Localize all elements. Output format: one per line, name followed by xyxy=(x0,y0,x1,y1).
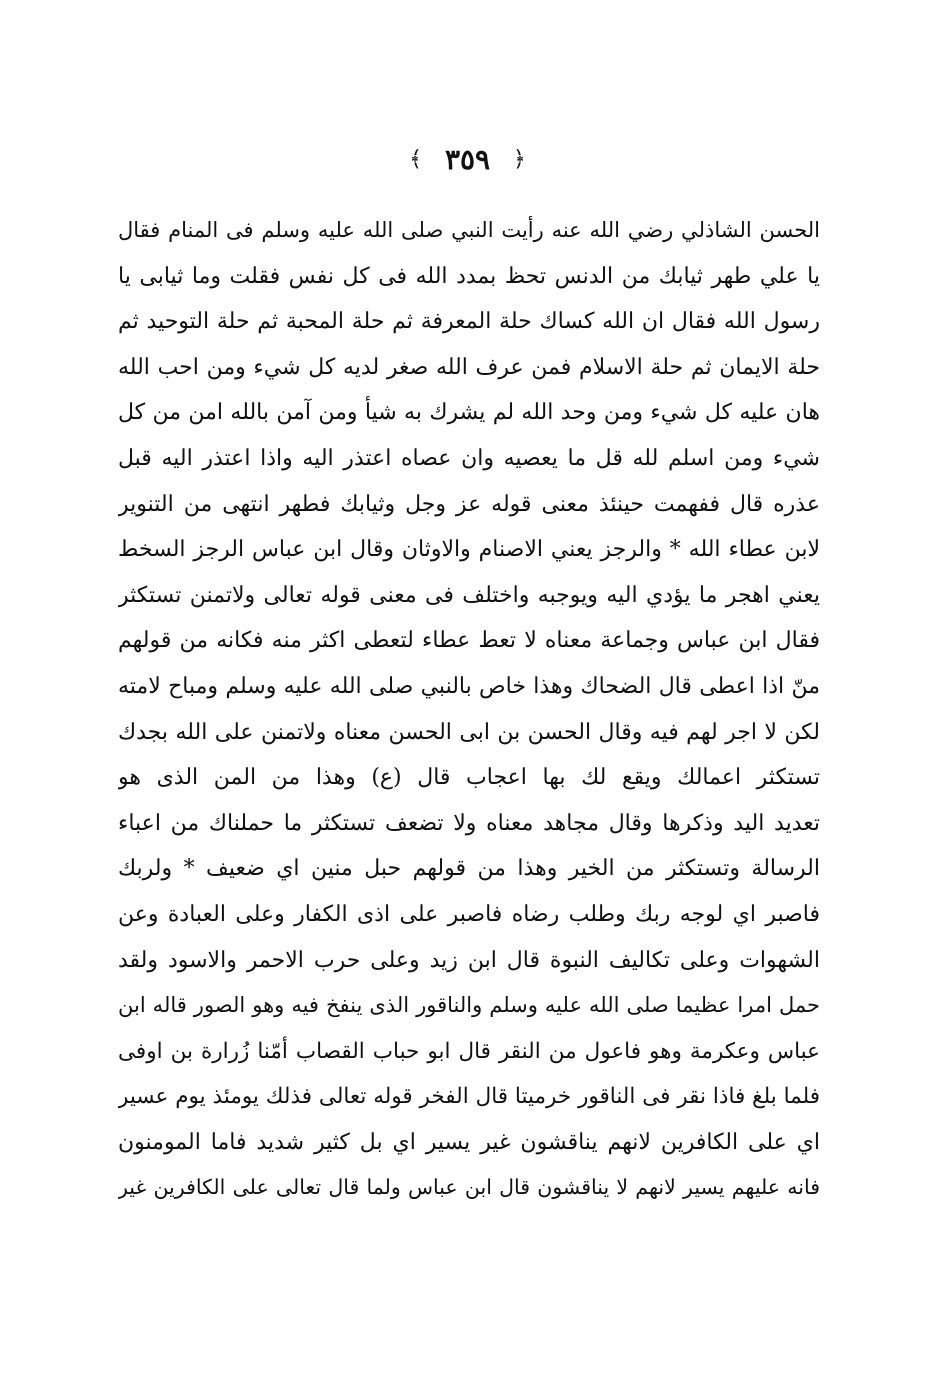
text-line: هان عليه كل شيء ومن وحد الله لم يشرك به شيأ ومن آمن بالله امن من كل xyxy=(118,400,820,426)
text-line: تستكثر اعمالك ويقع لك بها اعجاب قال (ع) وهذا من المن الذى هو xyxy=(118,765,820,791)
text-line: تعديد اليد وذكرها وقال مجاهد معناه ولا تضعف تستكثر ما حملناك من اعباء xyxy=(118,810,820,836)
ornament-left-icon: ﴾ xyxy=(409,146,423,172)
text-line: فاصبر اي لوجه ربك وطلب رضاه فاصبر على اذى الكفار وعلى العبادة وعن xyxy=(118,901,820,927)
text-line: رسول الله فقال ان الله كساك حلة المعرفة ثم حلة المحبة ثم حلة التوحيد ثم xyxy=(118,309,820,335)
text-line: فقال ابن عباس وجماعة معناه لا تعط عطاء لتعطى اكثر منه فكانه من قولهم xyxy=(118,628,820,654)
text-line: شيء ومن اسلم لله قل ما يعصيه وان عصاه اعتذر اليه واذا اعتذر اليه قبل xyxy=(118,445,820,471)
text-line: يعني اهجر ما يؤدي اليه ويوجبه واختلف فى معنى قوله تعالى ولاتمنن تستكثر xyxy=(118,582,820,608)
text-line: الحسن الشاذلي رضي الله عنه رأيت النبي صلى الله عليه وسلم فى المنام فقال xyxy=(118,218,820,242)
text-line: الرسالة وتستكثر من الخير وهذا من قولهم حبل منين اي ضعيف * ولربك xyxy=(118,856,820,882)
text-line: حمل امرا عظيما صلى الله عليه وسلم والناقور الذى ينفخ فيه وهو الصور قاله ابن xyxy=(118,993,820,1018)
text-line: عباس وعكرمة وهو فاعول من النقر قال ابو حباب القصاب أمّنا زُرارة بن اوفى xyxy=(118,1038,820,1064)
page-header xyxy=(0,138,935,180)
text-line: عذره قال ففهمت حينئذ معنى قوله عز وجل وثيابك فطهر انتهى من التنوير xyxy=(118,491,820,517)
text-line: لكن لا اجر لهم فيه وقال الحسن بن ابى الحسن معناه ولاتمنن على الله بجدك xyxy=(118,719,820,745)
text-line: فلما بلغ فاذا نقر فى الناقور خرميتا قال الفخر قوله تعالى فذلك يومئذ يوم عسير xyxy=(118,1084,820,1110)
text-line: فانه عليهم يسير لانهم لا يناقشون قال ابن عباس ولما قال تعالى على الكافرين غير xyxy=(118,1175,820,1200)
ornament-right-icon: ﴿ xyxy=(512,146,526,172)
text-line: لابن عطاء الله * والرجز يعني الاصنام والاوثان وقال ابن عباس الرجز السخط xyxy=(118,537,820,563)
body-text xyxy=(118,208,820,1211)
page-number: ٣٥٩ xyxy=(444,142,491,176)
text-line: منّ اذا اعطى قال الضحاك وهذا خاص بالنبي صلى الله عليه وسلم ومباح لامته xyxy=(118,673,820,699)
text-line: الشهوات وعلى تكاليف النبوة قال ابن زيد وعلى حرب الاحمر والاسود ولقد xyxy=(118,947,820,973)
text-line: يا علي طهر ثيابك من الدنس تحظ بمدد الله فى كل نفس فقلت وما ثيابى يا xyxy=(118,263,820,289)
text-line: اي على الكافرين لانهم يناقشون غير يسير اي بل كثير شديد فاما المومنون xyxy=(118,1129,820,1155)
text-line: حلة الايمان ثم حلة الاسلام فمن عرف الله صغر لديه كل شيء ومن احب الله xyxy=(118,354,820,380)
